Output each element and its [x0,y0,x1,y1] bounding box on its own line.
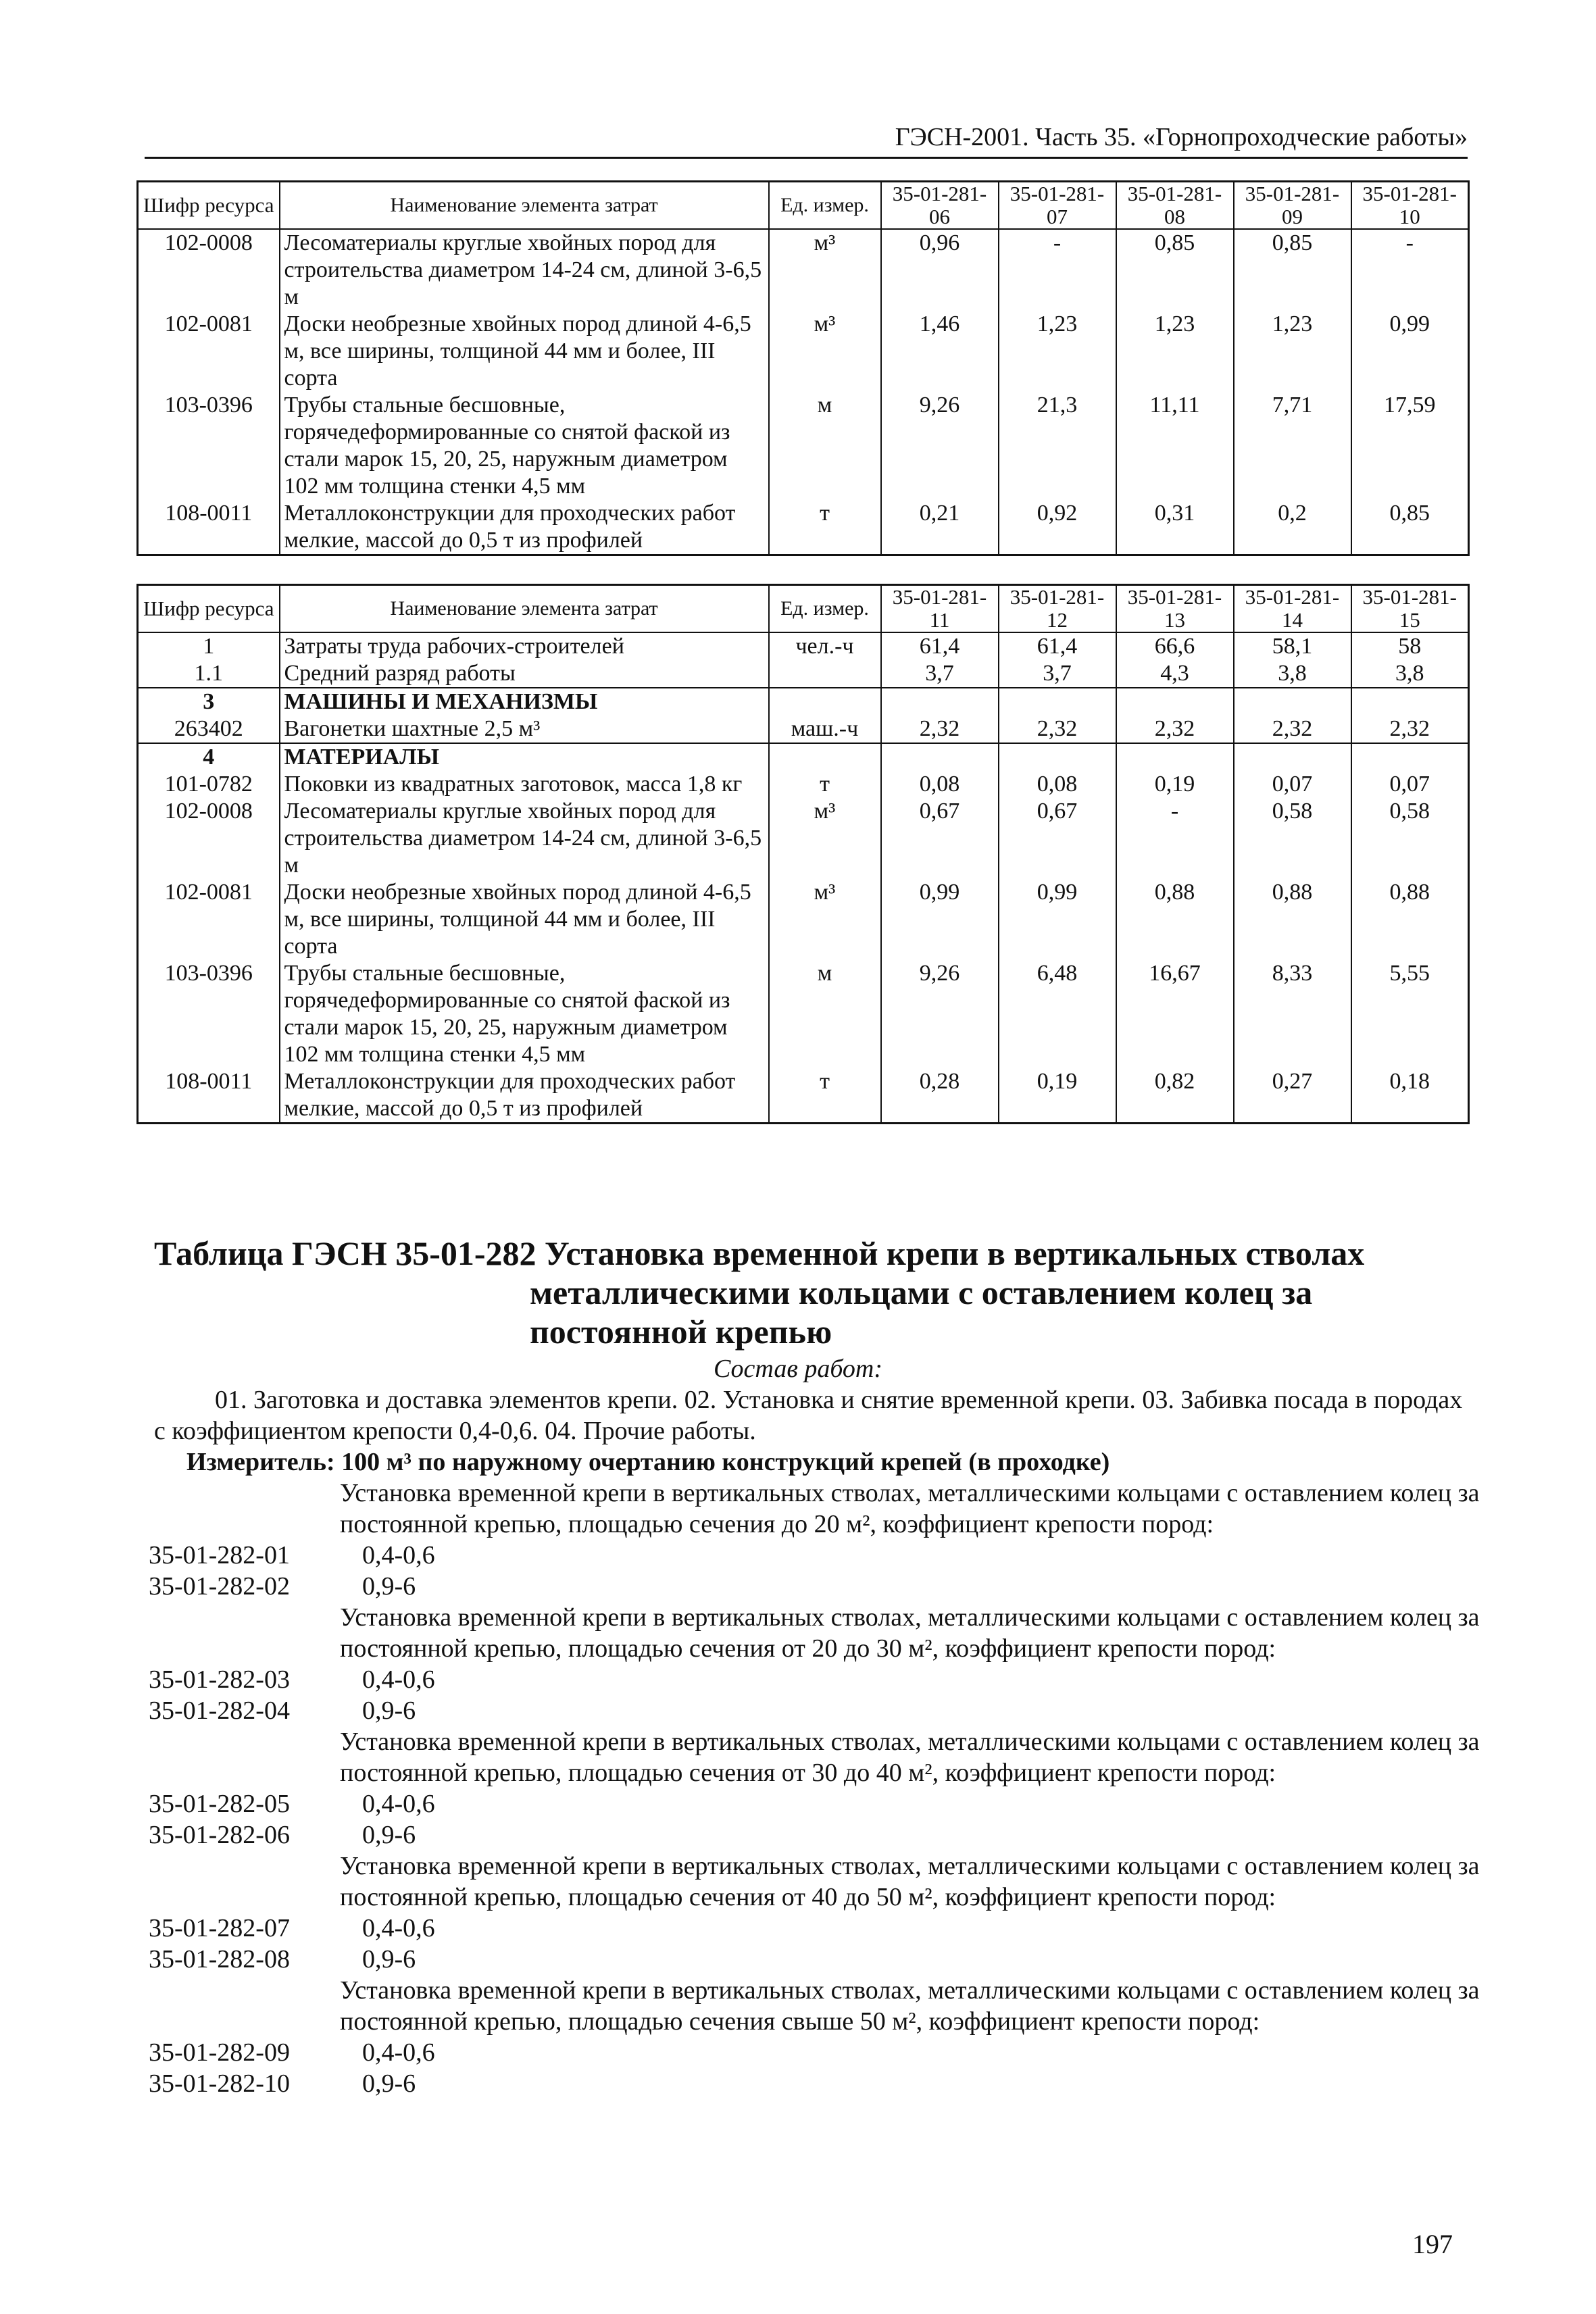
cell-value: 0,19 [999,1068,1116,1124]
cell-name: Доски необрезные хвойных пород длиной 4-6,5 м, все ширины, толщиной 44 мм и более, III сорта [280,879,769,960]
table-row [138,632,1469,660]
cell-value: 2,32 [1351,715,1469,743]
cell-value: 0,07 [1351,771,1469,798]
cell-value: 1,23 [1234,311,1351,392]
group-description: Установка временной крепи в вертикальных стволах, металлическими кольцами с оставлением колец за постоянной крепью, площадью сечения от 40 до 50 м², коэффициент крепости пород: [340,1852,1480,1911]
header-col: 35-01-281-12 [999,585,1116,633]
norm-code: 35-01-282-05 [149,1790,290,1818]
cell-name: Трубы стальные бесшовные, горячедеформированные со снятой фаской из стали марок 15, 20, 25, наружным диаметром 102 мм толщина стенки 4,5 мм [280,392,769,500]
resource-table-281-06-10 [136,180,1470,556]
norm-value: 0,9-6 [362,2069,416,2098]
cell-value: 9,26 [881,392,999,500]
norm-item [0,1540,1596,1571]
cell-value: 8,33 [1234,960,1351,1068]
cell-value [999,688,1116,715]
norm-code: 35-01-282-01 [149,1541,290,1569]
norm-item [0,1788,1596,1819]
header-name: Наименование элемента затрат [280,585,769,633]
norm-value: 0,4-0,6 [362,1541,435,1569]
cell-value: 21,3 [999,392,1116,500]
cell-value: - [1116,798,1234,879]
cell-value: 4,3 [1116,660,1234,688]
cell-code: 102-0008 [138,229,280,311]
section-title-line2: металлическими кольцами с оставлением колец за постоянной крепью [530,1274,1313,1351]
table-row [138,688,1469,715]
cell-value: 0,08 [881,771,999,798]
cell-value [881,743,999,771]
cell-value: 5,55 [1351,960,1469,1068]
running-header-text: ГЭСН-2001. Часть 35. «Горнопроходческие работы» [895,123,1468,151]
cell-value: 2,32 [1116,715,1234,743]
cell-value [1116,743,1234,771]
cell-value: 7,71 [1234,392,1351,500]
table-row [138,311,1469,392]
measure-line: Измеритель: 100 м³ по наружному очертанию конструкций крепей (в проходке) [186,1448,1110,1476]
norm-code: 35-01-282-08 [149,1945,290,1973]
cell-unit: м³ [769,229,881,311]
norm-value: 0,9-6 [362,1572,416,1601]
cell-unit: т [769,1068,881,1124]
cell-value: 1,23 [999,311,1116,392]
cell-value: 2,32 [881,715,999,743]
header-code: Шифр ресурса [138,182,280,230]
cell-unit: м [769,392,881,500]
table-row [138,960,1469,1068]
cell-unit [769,688,881,715]
section-title-line1: Таблица ГЭСН 35-01-282 Установка временной крепи в вертикальных стволах [154,1234,1365,1272]
cell-value: 1,23 [1116,311,1234,392]
cell-value [1234,743,1351,771]
resource-table-281-11-15 [136,584,1470,1124]
norm-code: 35-01-282-10 [149,2069,290,2098]
cell-code: 263402 [138,715,280,743]
cell-unit: чел.-ч [769,632,881,660]
cell-value: 58 [1351,632,1469,660]
norm-value: 0,4-0,6 [362,1665,435,1694]
table-header-row [138,182,1469,230]
cell-value: 11,11 [1116,392,1234,500]
cell-name: Доски необрезные хвойных пород длиной 4-6,5 м, все ширины, толщиной 44 мм и более, III сорта [280,311,769,392]
cell-value [1351,743,1469,771]
norm-item [0,1913,1596,1944]
table-row [138,715,1469,743]
header-name: Наименование элемента затрат [280,182,769,230]
norm-code: 35-01-282-02 [149,1572,290,1601]
cell-value: 0,58 [1234,798,1351,879]
header-col: 35-01-281-10 [1351,182,1469,230]
cell-value: 1,46 [881,311,999,392]
table-row [138,798,1469,879]
cell-value: 0,82 [1116,1068,1234,1124]
cell-value: 9,26 [881,960,999,1068]
cell-code: 101-0782 [138,771,280,798]
table-row [138,771,1469,798]
norm-value: 0,4-0,6 [362,1914,435,1942]
table-row [138,660,1469,688]
cell-code: 1.1 [138,660,280,688]
header-col: 35-01-281-15 [1351,585,1469,633]
running-header [145,122,1468,159]
cell-unit: м³ [769,879,881,960]
cell-value: 0,85 [1351,500,1469,555]
norm-value: 0,9-6 [362,1821,416,1849]
cell-value: 16,67 [1116,960,1234,1068]
cell-value: 3,8 [1234,660,1351,688]
cell-value: 0,85 [1116,229,1234,311]
group-description: Установка временной крепи в вертикальных стволах, металлическими кольцами с оставлением колец за постоянной крепью, площадью сечения от 30 до 40 м², коэффициент крепости пород: [340,1728,1480,1787]
cell-value: 0,92 [999,500,1116,555]
norm-items [0,1478,1596,2099]
header-col: 35-01-281-11 [881,585,999,633]
cell-name: Поковки из квадратных заготовок, масса 1,8 кг [280,771,769,798]
cell-value [881,688,999,715]
cell-code: 102-0081 [138,879,280,960]
table-row [138,743,1469,771]
composition-heading: Состав работ: [713,1355,883,1383]
header-unit: Ед. измер. [769,182,881,230]
norm-item [0,1819,1596,1851]
cell-unit [769,660,881,688]
group-description: Установка временной крепи в вертикальных стволах, металлическими кольцами с оставлением колец за постоянной крепью, площадью сечения свыше 50 м², коэффициент крепости пород: [340,1976,1480,2036]
section-title [154,1234,1438,1351]
cell-value: 61,4 [999,632,1116,660]
cell-name: Трубы стальные бесшовные, горячедеформированные со снятой фаской из стали марок 15, 20, 25, наружным диаметром 102 мм толщина стенки 4,5 мм [280,960,769,1068]
cell-unit: т [769,500,881,555]
cell-value: - [1351,229,1469,311]
cell-value: 0,99 [1351,311,1469,392]
cell-value: 0,2 [1234,500,1351,555]
cell-value [1351,688,1469,715]
norm-item [0,1664,1596,1695]
cell-code: 108-0011 [138,1068,280,1124]
page-number: 197 [1412,2229,1453,2259]
cell-value: 3,8 [1351,660,1469,688]
cell-value: 0,99 [999,879,1116,960]
cell-code: 108-0011 [138,500,280,555]
cell-value: 0,18 [1351,1068,1469,1124]
cell-name: Металлоконструкции для проходческих работ мелкие, массой до 0,5 т из профилей [280,500,769,555]
cell-name: Средний разряд работы [280,660,769,688]
table-header-row [138,585,1469,633]
cell-value: - [999,229,1116,311]
header-col: 35-01-281-14 [1234,585,1351,633]
cell-value: 0,31 [1116,500,1234,555]
norm-code: 35-01-282-09 [149,2038,290,2067]
cell-value: 0,99 [881,879,999,960]
cell-value: 0,28 [881,1068,999,1124]
cell-value: 0,19 [1116,771,1234,798]
norm-value: 0,4-0,6 [362,2038,435,2067]
cell-code: 4 [138,743,280,771]
cell-unit: м [769,960,881,1068]
cell-code: 1 [138,632,280,660]
cell-unit: маш.-ч [769,715,881,743]
cell-value: 0,85 [1234,229,1351,311]
cell-name: Вагонетки шахтные 2,5 м³ [280,715,769,743]
cell-name: Металлоконструкции для проходческих работ мелкие, массой до 0,5 т из профилей [280,1068,769,1124]
header-col: 35-01-281-06 [881,182,999,230]
norm-value: 0,9-6 [362,1696,416,1725]
norm-value: 0,4-0,6 [362,1790,435,1818]
cell-value [999,743,1116,771]
cell-value: 0,67 [881,798,999,879]
header-col: 35-01-281-08 [1116,182,1234,230]
cell-value [1116,688,1234,715]
norm-item [0,1571,1596,1602]
table-row [138,1068,1469,1124]
cell-value: 0,88 [1351,879,1469,960]
cell-name: Лесоматериалы круглые хвойных пород для строительства диаметром 14-24 см, длиной 3-6,5 м [280,798,769,879]
cell-code: 3 [138,688,280,715]
header-col: 35-01-281-07 [999,182,1116,230]
cell-value: 58,1 [1234,632,1351,660]
header-unit: Ед. измер. [769,585,881,633]
cell-value [1234,688,1351,715]
table-row [138,879,1469,960]
cell-value: 0,21 [881,500,999,555]
cell-value: 0,88 [1234,879,1351,960]
cell-unit: т [769,771,881,798]
norm-code: 35-01-282-03 [149,1665,290,1694]
norm-item [0,1695,1596,1726]
cell-code: 103-0396 [138,960,280,1068]
cell-value: 61,4 [881,632,999,660]
header-col: 35-01-281-13 [1116,585,1234,633]
cell-value: 0,07 [1234,771,1351,798]
norm-item [0,2068,1596,2099]
table2-body [138,632,1469,1124]
norm-item [0,2037,1596,2068]
cell-name: Затраты труда рабочих-строителей [280,632,769,660]
composition-text: 01. Заготовка и доставка элементов крепи. 02. Установка и снятие временной крепи. 03. Забивка посада в породах с коэффициентом крепости 0,4-0,6. 04. Прочие работы. [154,1386,1463,1445]
table-row [138,500,1469,555]
cell-code: 103-0396 [138,392,280,500]
cell-unit: м³ [769,798,881,879]
cell-value: 6,48 [999,960,1116,1068]
cell-value: 66,6 [1116,632,1234,660]
cell-value: 0,08 [999,771,1116,798]
cell-code: 102-0081 [138,311,280,392]
cell-name: МАТЕРИАЛЫ [280,743,769,771]
norm-item [0,1944,1596,1975]
cell-value: 0,88 [1116,879,1234,960]
cell-value: 0,58 [1351,798,1469,879]
norm-code: 35-01-282-07 [149,1914,290,1942]
cell-name: Лесоматериалы круглые хвойных пород для строительства диаметром 14-24 см, длиной 3-6,5 м [280,229,769,311]
cell-value: 17,59 [1351,392,1469,500]
group-description: Установка временной крепи в вертикальных стволах, металлическими кольцами с оставлением колец за постоянной крепью, площадью сечения до 20 м², коэффициент крепости пород: [340,1479,1480,1538]
cell-value: 3,7 [881,660,999,688]
cell-value: 0,96 [881,229,999,311]
table1-body [138,229,1469,555]
cell-unit: м³ [769,311,881,392]
cell-value: 3,7 [999,660,1116,688]
table-row [138,392,1469,500]
norm-code: 35-01-282-06 [149,1821,290,1849]
cell-value: 2,32 [1234,715,1351,743]
header-col: 35-01-281-09 [1234,182,1351,230]
header-code: Шифр ресурса [138,585,280,633]
cell-name: МАШИНЫ И МЕХАНИЗМЫ [280,688,769,715]
group-description: Установка временной крепи в вертикальных стволах, металлическими кольцами с оставлением колец за постоянной крепью, площадью сечения от 20 до 30 м², коэффициент крепости пород: [340,1603,1480,1663]
cell-value: 0,67 [999,798,1116,879]
cell-value: 2,32 [999,715,1116,743]
cell-code: 102-0008 [138,798,280,879]
cell-value: 0,27 [1234,1068,1351,1124]
table-row [138,229,1469,311]
norm-value: 0,9-6 [362,1945,416,1973]
cell-unit [769,743,881,771]
norm-code: 35-01-282-04 [149,1696,290,1725]
